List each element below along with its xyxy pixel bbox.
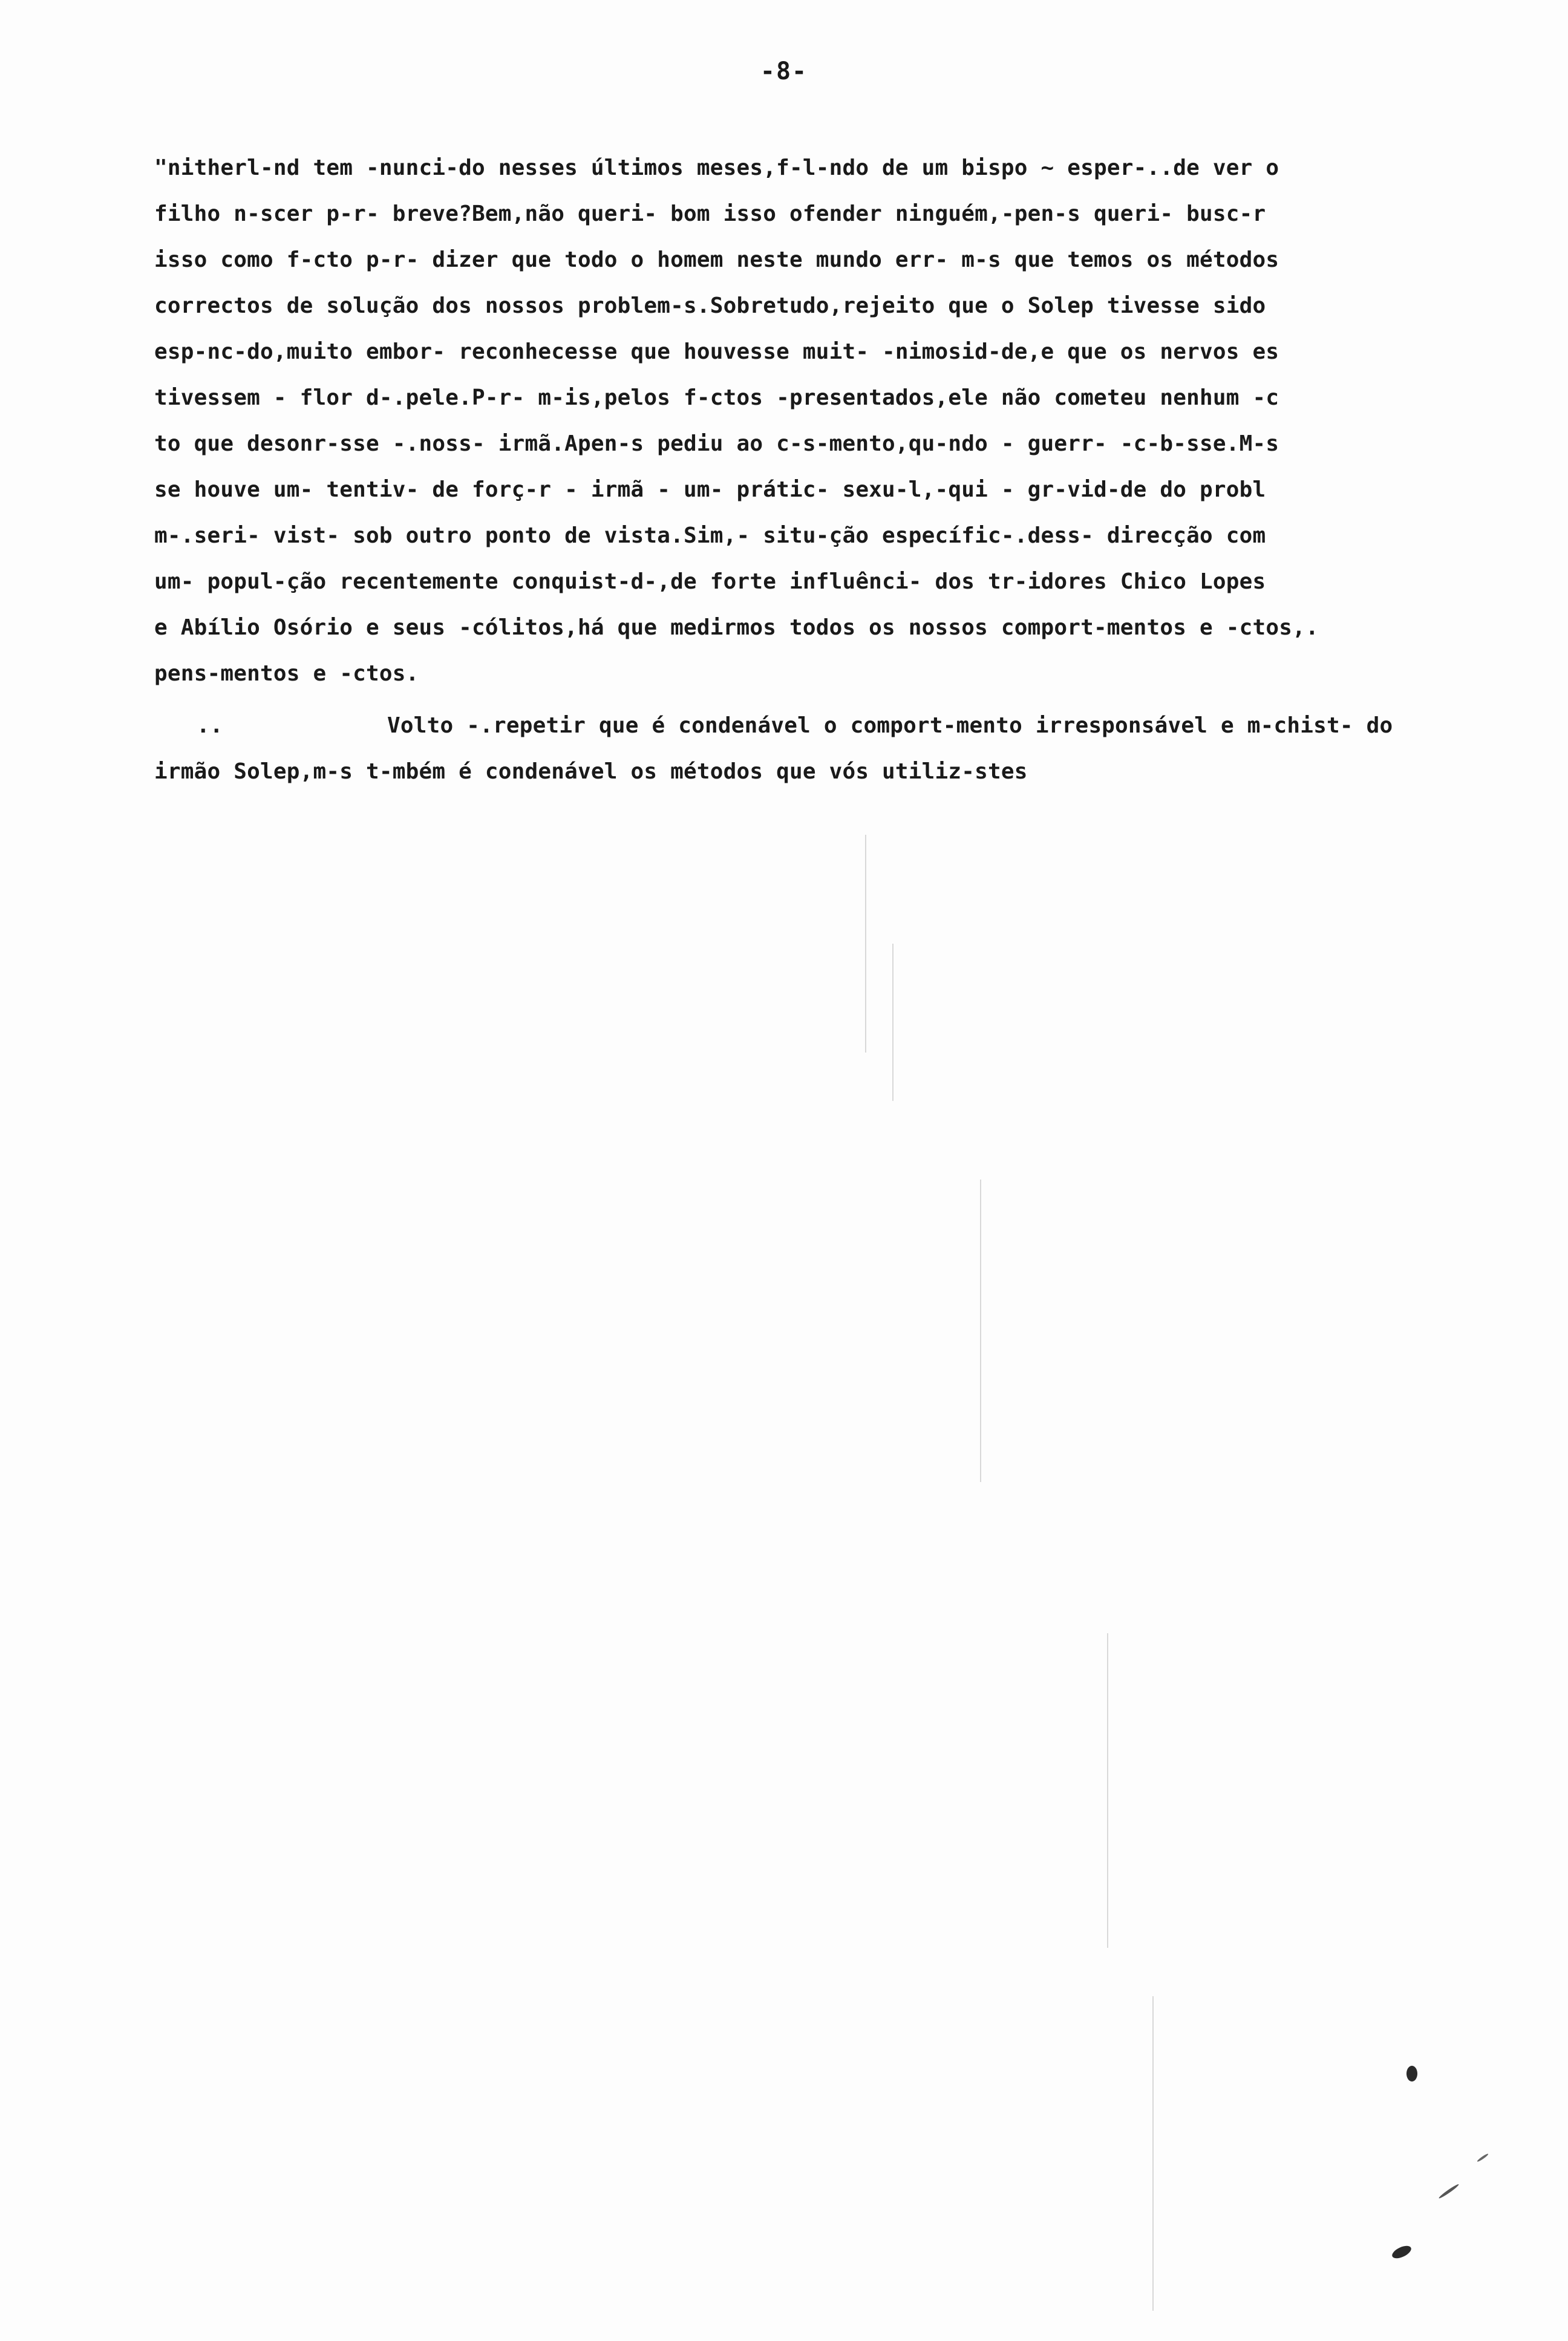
text-line: irmão Solep,m-s t-mbém é condenável os métodos que vós utiliz-stes: [154, 759, 1028, 784]
paragraph-start-line: [154, 703, 1479, 749]
text-line: esp-nc-do,muito embor- reconhecesse que houvesse muit- -nimosid-de,e que os nervos es: [154, 339, 1279, 364]
document-body: [154, 145, 1479, 795]
scan-streak: [1107, 1633, 1108, 1948]
text-line: e Abílio Osório e seus -cólitos,há que medirmos todos os nossos comport-mentos e -ctos,.: [154, 615, 1319, 640]
text-line: filho n-scer p-r- breve?Bem,não queri- bom isso ofender ninguém,-pen-s queri- busc-r: [154, 201, 1266, 226]
scan-speck: [1438, 2183, 1460, 2199]
page-number: -8-: [760, 57, 808, 85]
text-line: tivessem - flor d-.pele.P-r- m-is,pelos f-ctos -presentados,ele não cometeu nenhum -c: [154, 385, 1279, 410]
text-line-content: Volto -.repetir que é condenável o comport-mento irresponsável e m-chist- do: [387, 713, 1393, 738]
text-line: um- popul-ção recentemente conquist-d-,de forte influênci- dos tr-idores Chico Lopes: [154, 569, 1266, 594]
scan-speck: [1477, 2153, 1489, 2163]
scan-streak: [892, 944, 893, 1101]
text-line: to que desonr-sse -.noss- irmã.Apen-s pediu ao c-s-mento,qu-ndo - guerr- -c-b-sse.M-s: [154, 431, 1279, 456]
text-line: isso como f-cto p-r- dizer que todo o homem neste mundo err- m-s que temos os métodos: [154, 247, 1279, 272]
text-line: pens-mentos e -ctos.: [154, 661, 419, 686]
text-line: "nitherl-nd tem -nunci-do nesses últimos meses,f-l-ndo de um bispo ~ esper-..de ver o: [154, 155, 1279, 180]
text-line: se houve um- tentiv- de forç-r - irmã - um- prátic- sexu-l,-qui - gr-vid-de do probl: [154, 477, 1266, 502]
text-line: correctos de solução dos nossos problem-s.Sobretudo,rejeito que o Solep tivesse sido: [154, 293, 1266, 318]
scan-streak: [1152, 1996, 1154, 2311]
text-line: m-.seri- vist- sob outro ponto de vista.Sim,- situ-ção específic-.dess- direcção com: [154, 523, 1266, 548]
scan-streak: [980, 1180, 981, 1482]
scan-streak: [865, 835, 866, 1053]
scan-speck: [1406, 2066, 1417, 2081]
scan-speck: [1390, 2244, 1413, 2261]
stray-marks: ..: [197, 713, 223, 738]
